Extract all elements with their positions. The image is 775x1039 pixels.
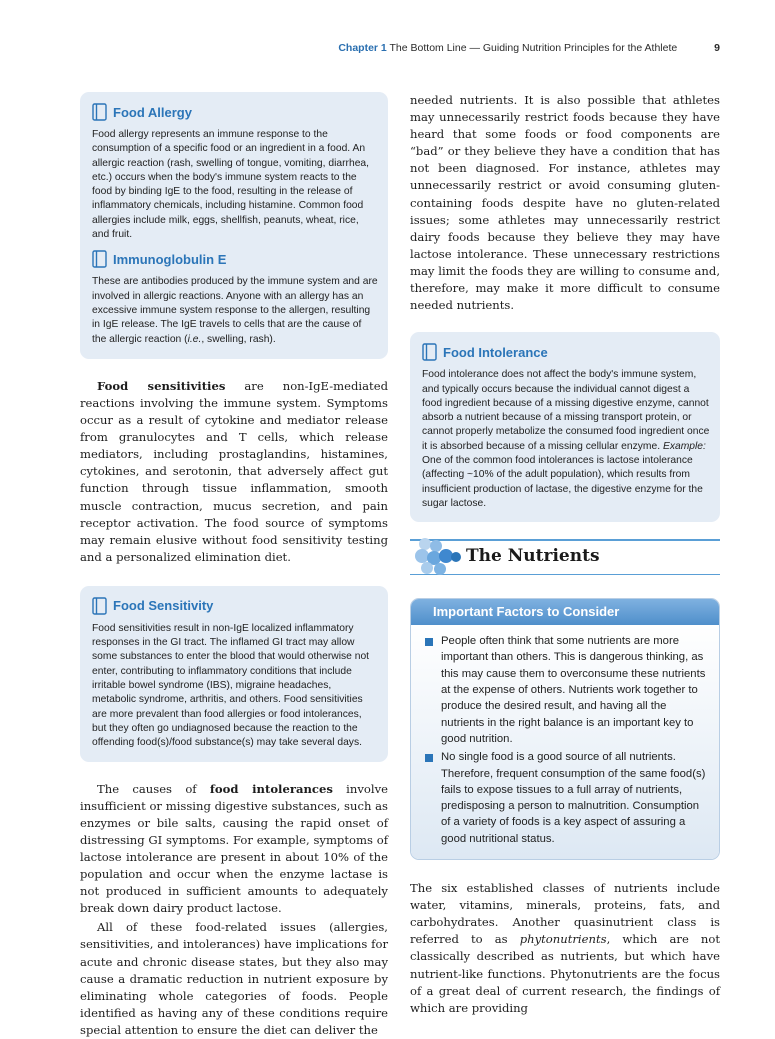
food-intolerance-title: Food Intolerance [443,344,548,360]
example-label: Example: [662,440,706,452]
food-intolerances-paragraph [80,781,388,918]
important-factors-title: Important Factors to Consider [411,599,719,625]
food-sensitivities-paragraph [80,378,388,566]
text-italic: i.e. [187,333,202,345]
callout-food-intolerance [410,332,720,522]
immunoglobulin-e-text [92,275,378,346]
important-factors-body [411,625,719,859]
text-segment: The causes of [97,781,210,796]
running-header [0,42,720,54]
term-food-intolerances: food intolerances [209,781,333,796]
chapter-title: The Bottom Line — Guiding Nutrition Principles for the Athlete [389,42,678,54]
callout-title [92,250,378,268]
list-item [425,633,709,747]
text-segment: involve insufficient or missing digestive substances, such as enzymes or bile salts, causing the rapid onset of distressing GI symptoms. For example, symptoms of lactose intolerance are present in about 10% of the population and occur when the enzyme lactase is not produced in sufficient amounts to adequately break down dairy product lactose. [80,781,388,916]
section-header-nutrients [410,536,720,576]
text-segment: One of the common food intolerances is lactose intolerance (affecting ~10% of the adult population), which results from insufficient production of lactase, the digestive enzyme for the sugar lactose. [422,455,703,509]
food-sensitivity-title: Food Sensitivity [113,598,214,614]
chapter-label: Chapter 1 [338,42,387,54]
restrict-foods-paragraph: needed nutrients. It is also possible that athletes may unnecessarily restrict foods because they have heard that some foods or food components are “bad” or they believe they have a condition that has not been diagnosed. For instance, athletes may unnecessarily restrict or avoid consuming gluten-containing foods despite have no gluten-related issues; some athletes may unnecessarily restrict dairy foods because they believe they may have lactose intolerance. These unnecessary restrictions may limit the foods they are willing to consume and, therefore, may make it more difficult to consume needed nutrients. [410,93,720,313]
text-segment: , swelling, rash). [201,333,276,345]
square-bullet-icon [425,638,433,646]
callout-title [92,103,378,121]
callout-title [92,597,378,615]
callout-food-allergy [80,92,388,359]
callout-title [422,343,710,361]
text-segment: are non-IgE-mediated reactions involving the immune system. Symptoms occur as a result of cytokine and mediator release from granulocytes and T cells, which release mediators, including prostaglandins, histamines, cytokines, and serotonin, that adversely affect gut function through tissue inflammation, smooth muscle contraction, mucus secretion, and pain receptor activation. The food source of symptoms may remain elusive without food sensitivity testing and a personalized elimination diet. [80,378,388,564]
text-segment: , which are not classically described as nutrients, but which have nutrient-like functions. Phytonutrients are the focus of a great deal of current research, the findings of which are providing [410,932,720,1015]
food-intolerance-text [422,368,710,511]
section-title: The Nutrients [466,546,600,567]
food-allergy-title: Food Allergy [113,104,192,120]
book-icon [92,250,107,268]
list-item [425,749,709,847]
molecule-dots-icon [412,536,466,578]
text-segment: The six established classes of nutrients include water, vitamins, minerals, proteins, fats, and carbohydrates. Another quasinutrient class is referred to as [410,881,720,947]
text-segment: These are antibodies produced by the immune system and are involved in allergic reactions. Anyone with an allergy has an excessive immune system response to the allergen, resulting in IgE release. The IgE travels to cells that are the cause of the allergic reaction ( [92,276,378,345]
food-issues-paragraph: All of these food-related issues (allergies, sensitivities, and intolerances) have implications for acute and chronic disease states, but they also may cause a dramatic reduction in nutrient exposure by eliminating whole categories of foods. People identified as having any of these conditions require special attention to ensure the diet can deliver the [80,920,388,1037]
food-allergy-text: Food allergy represents an immune response to the consumption of a specific food or an ingredient in a food. An allergic reaction (rash, swelling of tongue, vomiting, diarrhea, etc.) occurs when the body's immune system reacts to the food by binding IgE to the food, resulting in the release of inflammatory chemicals, including histamine. Common food allergies include milk, eggs, shellfish, peanuts, wheat, rice, and fruit. [92,129,370,241]
immunoglobulin-e-title: Immunoglobulin E [113,251,227,267]
text-segment: Food intolerance does not affect the body's immune system, and typically occurs because the individual cannot digest a food ingredient because of a missing digestive enzyme, cannot absorb a nutrient because of a missing transport protein, or cannot properly metabolize the consumed food ingredient once it is absorbed because of a missing cellular enzyme. [422,369,710,452]
square-bullet-icon [425,754,433,762]
left-column [80,92,388,1039]
term-food-sensitivities: Food sensitivities [97,378,226,393]
six-classes-paragraph [410,880,720,1017]
list-item-text: People often think that some nutrients are more important than others. This is dangerous thinking, as this may cause them to overconsume these nutrients at the expense of others. Nutrients work together to produce the desired result, and having all the nutrients in the right balance is an important key to good nutrition. [441,635,706,745]
list-item-text: No single food is a good source of all nutrients. Therefore, frequent consumption of the same food(s) fails to expose tissues to a full array of nutrients, predisposing a person to malnutrition. Consumption of a variety of foods is a key aspect of assuring a good nutritional status. [441,751,706,845]
book-icon [92,103,107,121]
callout-food-sensitivity [80,586,388,762]
important-factors-box [410,598,720,860]
book-icon [422,343,437,361]
term-phytonutrients: phytonutrients [519,932,607,947]
page-number: 9 [714,42,720,54]
book-icon [92,597,107,615]
food-sensitivity-text: Food sensitivities result in non-IgE localized inflammatory responses in the GI tract. The inflamed GI tract may allow some substances to enter the blood that would otherwise not enter, contributing to inflammatory conditions that include irritable bowel syndrome (IBS), migraine headaches, metabolic syndrome, arthritis, and others. Food sensitivities are more prevalent than food allergies or food intolerances, but they often go undiagnosed because the reaction to the offending food(s)/food substance(s) may take several days. [92,622,370,749]
right-column [410,92,720,1017]
